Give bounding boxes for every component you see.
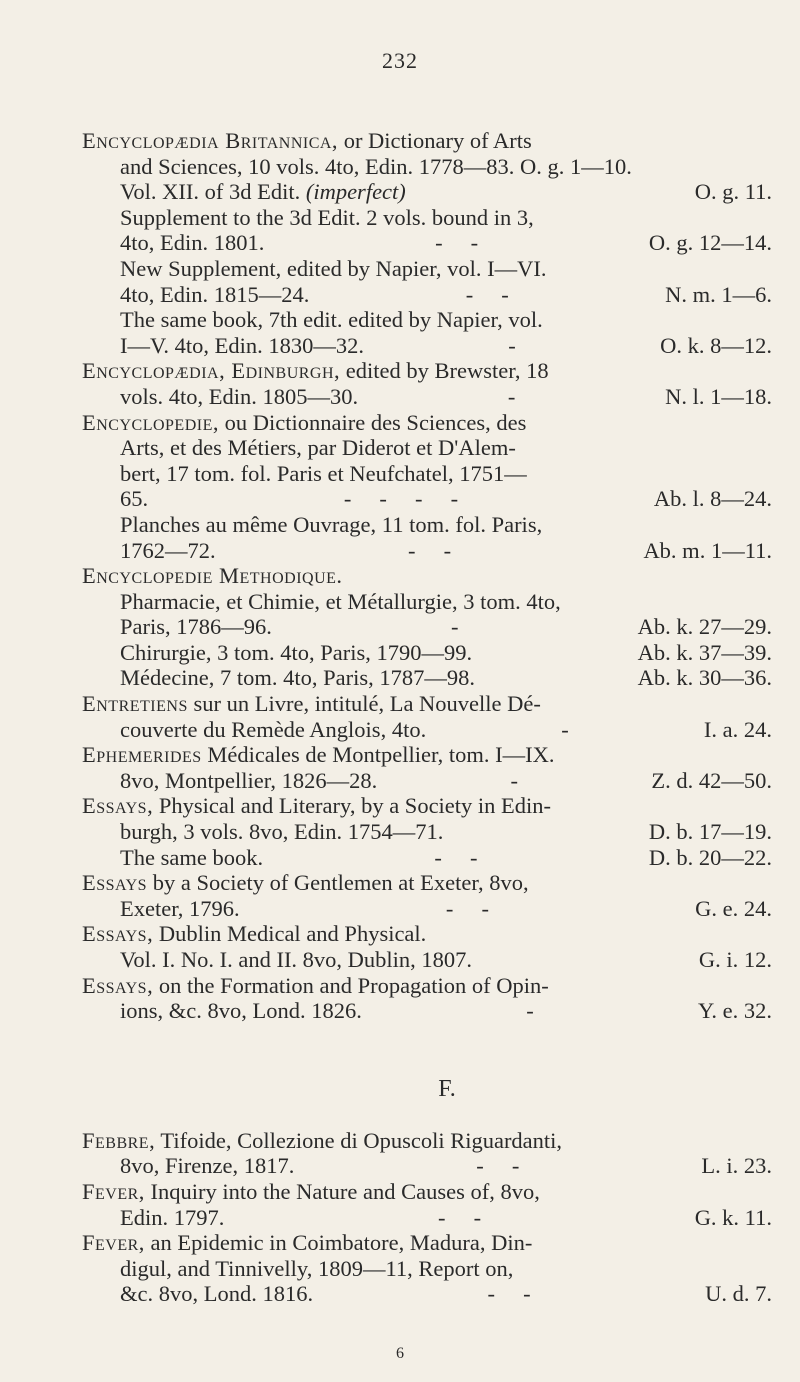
leader-dashes: - - [407,537,452,563]
shelf-mark: N. m. 1—6. [665,281,772,307]
entry-continuation-line [82,461,772,487]
entry-text: burgh, 3 vols. 8vo, Edin. 1754—71. [120,819,444,845]
entry-shelfmark-line [82,768,772,794]
entry-description [120,486,148,512]
entry-heading: Entretiens [82,691,188,717]
entry-shelfmark-line [82,1281,772,1307]
catalogue-entries [82,128,772,1307]
entry-text: The same book. [120,844,264,870]
entry-continuation-line [82,154,772,180]
shelf-mark: I. a. 24. [703,716,772,742]
entry-heading-line [82,921,772,947]
entry-description [120,384,358,410]
entry-continuation-line [82,205,772,231]
entry-text: &c. 8vo, Lond. 1816. [120,1281,314,1307]
entry-shelfmark-line [82,819,772,845]
entry-shelfmark-line [82,947,772,973]
leader-dashes: - - [435,230,479,256]
entry-continuation-line [82,1256,772,1282]
leader-dashes: - [508,332,516,358]
entry-shelfmark-line [82,845,772,871]
leader-dashes: - [507,383,516,409]
entry-text: 4to, Edin. 1815—24. [120,281,310,307]
entry-text: or Dictionary of Arts [338,128,532,153]
entry-heading-line [82,1230,772,1256]
entry-shelfmark-line [82,333,772,359]
entry-heading-line [82,1179,772,1205]
entry-text: Vol. I. No. I. and II. 8vo, Dublin, 1807. [120,947,473,972]
entry-text: vols. 4to, Edin. 1805—30. [120,383,359,409]
entry-text: 1762—72. [120,537,216,563]
entry-heading-line [82,563,772,589]
entry-text: Tifoide, Collezione di Opuscoli Riguardanti, [155,1127,563,1153]
entry-text: 8vo, Firenze, 1817. [120,1153,295,1179]
entry-description [120,896,240,922]
entry-text: Chirurgie, 3 tom. 4to, Paris, 1790—99. [120,639,473,665]
entry-text: 65. [120,486,149,512]
leader-dashes: - - [434,844,478,870]
entry-continuation-line [82,256,772,282]
page-number: 232 [382,48,418,73]
entry-shelfmark-line [82,896,772,922]
leader-dashes: - - [437,1204,482,1230]
shelf-mark: Ab. m. 1—11. [643,537,772,563]
leader-dashes: - - - - [343,486,459,512]
entry-continuation-line [82,512,772,538]
shelf-mark: O. g. 12—14. [648,230,772,256]
entry-text: 4to, Edin. 1801. [120,230,265,256]
entry-shelfmark-line [82,717,772,743]
shelf-mark: Y. e. 32. [698,998,772,1024]
shelf-mark: D. b. 20—22. [648,844,772,870]
entry-heading: Essays, [82,921,154,947]
entry-shelfmark-line [82,640,772,666]
shelf-mark: G. i. 12. [698,947,772,972]
section-gap [82,1024,772,1072]
entry-description [120,333,364,359]
entry-heading-line [82,128,772,154]
entry-heading-line [82,793,772,819]
entry-shelfmark-line [82,538,772,564]
entry-heading-line [82,870,772,896]
entry-description [120,1153,294,1179]
entry-heading: Febbre, [82,1127,156,1153]
entry-continuation-line [82,435,772,461]
entry-text: Dublin Medical and Physical. [153,921,427,947]
entry-description [120,230,264,256]
signature-mark: 6 [396,1345,404,1362]
entry-text: and Sciences, 10 vols. 4to, Edin. 1778—83. O. g. 1—10. [120,153,632,179]
entry-continuation-line [82,589,772,615]
entry-heading: Fever, [82,1230,145,1256]
entry-text: Arts, et des Métiers, par Diderot et D'Alem- [120,435,516,461]
leader-dashes: - - [465,281,509,307]
entry-emphasis: (imperfect) [305,179,406,205]
shelf-mark: G. e. 24. [695,895,772,921]
entry-heading: Encyclopædia, Edinburgh, [82,358,341,384]
entry-description [120,819,443,845]
entry-description [120,947,472,973]
shelf-mark: O. k. 8—12. [660,332,772,358]
leader-dashes: - [451,614,459,640]
shelf-mark: G. k. 11. [694,1204,772,1230]
shelf-mark: O. g. 11. [694,179,772,205]
entry-heading: Essays [82,870,148,896]
shelf-mark: Ab. l. 8—24. [653,486,772,512]
section-gap [82,1106,772,1128]
entry-heading-line [82,742,772,768]
entry-text: Edin. 1797. [120,1204,225,1230]
entry-text: Pharmacie, et Chimie, et Métallurgie, 3 tom. 4to, [120,588,561,614]
entry-description [120,998,362,1024]
entry-heading: Essays, [82,972,154,998]
entry-text: Planches au même Ouvrage, 11 tom. fol. Paris, [120,511,543,537]
entry-text: ou Dictionnaire des Sciences, des [218,409,527,435]
entry-text: New Supplement, edited by Napier, vol. I—VI. [120,255,547,281]
leader-dashes: - [526,998,534,1024]
entry-text: on the Formation and Propagation of Opin- [153,972,549,998]
entry-description [120,282,309,308]
entry-heading: Encyclopædia Britannica, [82,128,339,153]
entry-heading-line [82,358,772,384]
leader-dashes: - [510,767,519,793]
entry-shelfmark-line [82,998,772,1024]
entry-shelfmark-line [82,179,772,205]
entry-shelfmark-line [82,230,772,256]
entry-heading: Encyclopedie, [82,409,219,435]
entry-shelfmark-line [82,1205,772,1231]
entry-heading-line [82,691,772,717]
shelf-mark: N. l. 1—18. [665,383,772,409]
shelf-mark: U. d. 7. [705,1281,772,1307]
shelf-mark: Ab. k. 37—39. [637,639,772,665]
leader-dashes: - - [445,895,489,921]
entry-description [120,1205,224,1231]
entry-description [120,640,472,666]
entry-description [120,538,216,564]
entry-heading-line [82,973,772,999]
entry-text: couverte du Remède Anglois, 4to. [120,716,427,742]
leader-dashes: - - [487,1281,531,1307]
entry-text: Médicales de Montpellier, tom. I—IX. [201,742,555,768]
entry-text: Médecine, 7 tom. 4to, Paris, 1787—98. [120,665,475,691]
entry-shelfmark-line [82,486,772,512]
entry-text: Inquiry into the Nature and Causes of, 8vo, [144,1178,540,1204]
entry-text: Supplement to the 3d Edit. 2 vols. bound in 3, [120,204,534,230]
entry-text: edited by Brewster, 18 [340,358,549,384]
entry-text: digul, and Tinnivelly, 1809—11, Report on, [120,1255,514,1281]
section-letter: F. [438,1075,456,1102]
entry-text: Vol. XII. of 3d Edit. [120,179,306,205]
entry-shelfmark-line [82,614,772,640]
entry-text: I—V. 4to, Edin. 1830—32. [120,332,364,358]
entry-shelfmark-line [82,1153,772,1179]
entry-description [120,665,475,691]
entry-heading-line [82,410,772,436]
entry-text: bert, 17 tom. fol. Paris et Neufchatel, 1751— [120,460,527,486]
shelf-mark: D. b. 17—19. [648,819,772,845]
entry-continuation-line [82,307,772,333]
entry-description [120,1281,313,1307]
entry-text: Exeter, 1796. [120,895,240,921]
shelf-mark: Ab. k. 27—29. [637,614,772,640]
entry-shelfmark-line [82,665,772,691]
shelf-mark: Z. d. 42—50. [651,767,772,793]
entry-heading-line [82,1128,772,1154]
entry-text: ions, &c. 8vo, Lond. 1826. [120,998,362,1024]
entry-text: an Epidemic in Coimbatore, Madura, Din- [144,1230,533,1256]
shelf-mark: L. i. 23. [701,1153,772,1179]
entry-text: The same book, 7th edit. edited by Napier, vol. [120,307,543,333]
entry-description [120,717,426,743]
entry-description [120,768,377,794]
entry-shelfmark-line [82,282,772,308]
shelf-mark: Ab. k. 30—36. [637,665,772,691]
leader-dashes: - [561,716,569,742]
entry-description [120,179,406,205]
leader-dashes: - - [476,1153,520,1179]
entry-text: by a Society of Gentlemen at Exeter, 8vo, [147,870,529,896]
entry-text: sur un Livre, intitulé, La Nouvelle Dé- [187,691,541,717]
entry-description [120,845,263,871]
entry-heading: Fever, [82,1178,145,1204]
entry-text: 8vo, Montpellier, 1826—28. [120,767,378,793]
entry-heading: Ephemerides [82,742,202,768]
entry-heading: Essays, [82,793,154,819]
entry-description [120,614,272,640]
entry-shelfmark-line [82,384,772,410]
entry-text: Physical and Literary, by a Society in Edin- [153,793,552,819]
entry-text: Paris, 1786—96. [120,614,272,640]
entry-heading: Encyclopedie Methodique. [82,563,343,589]
